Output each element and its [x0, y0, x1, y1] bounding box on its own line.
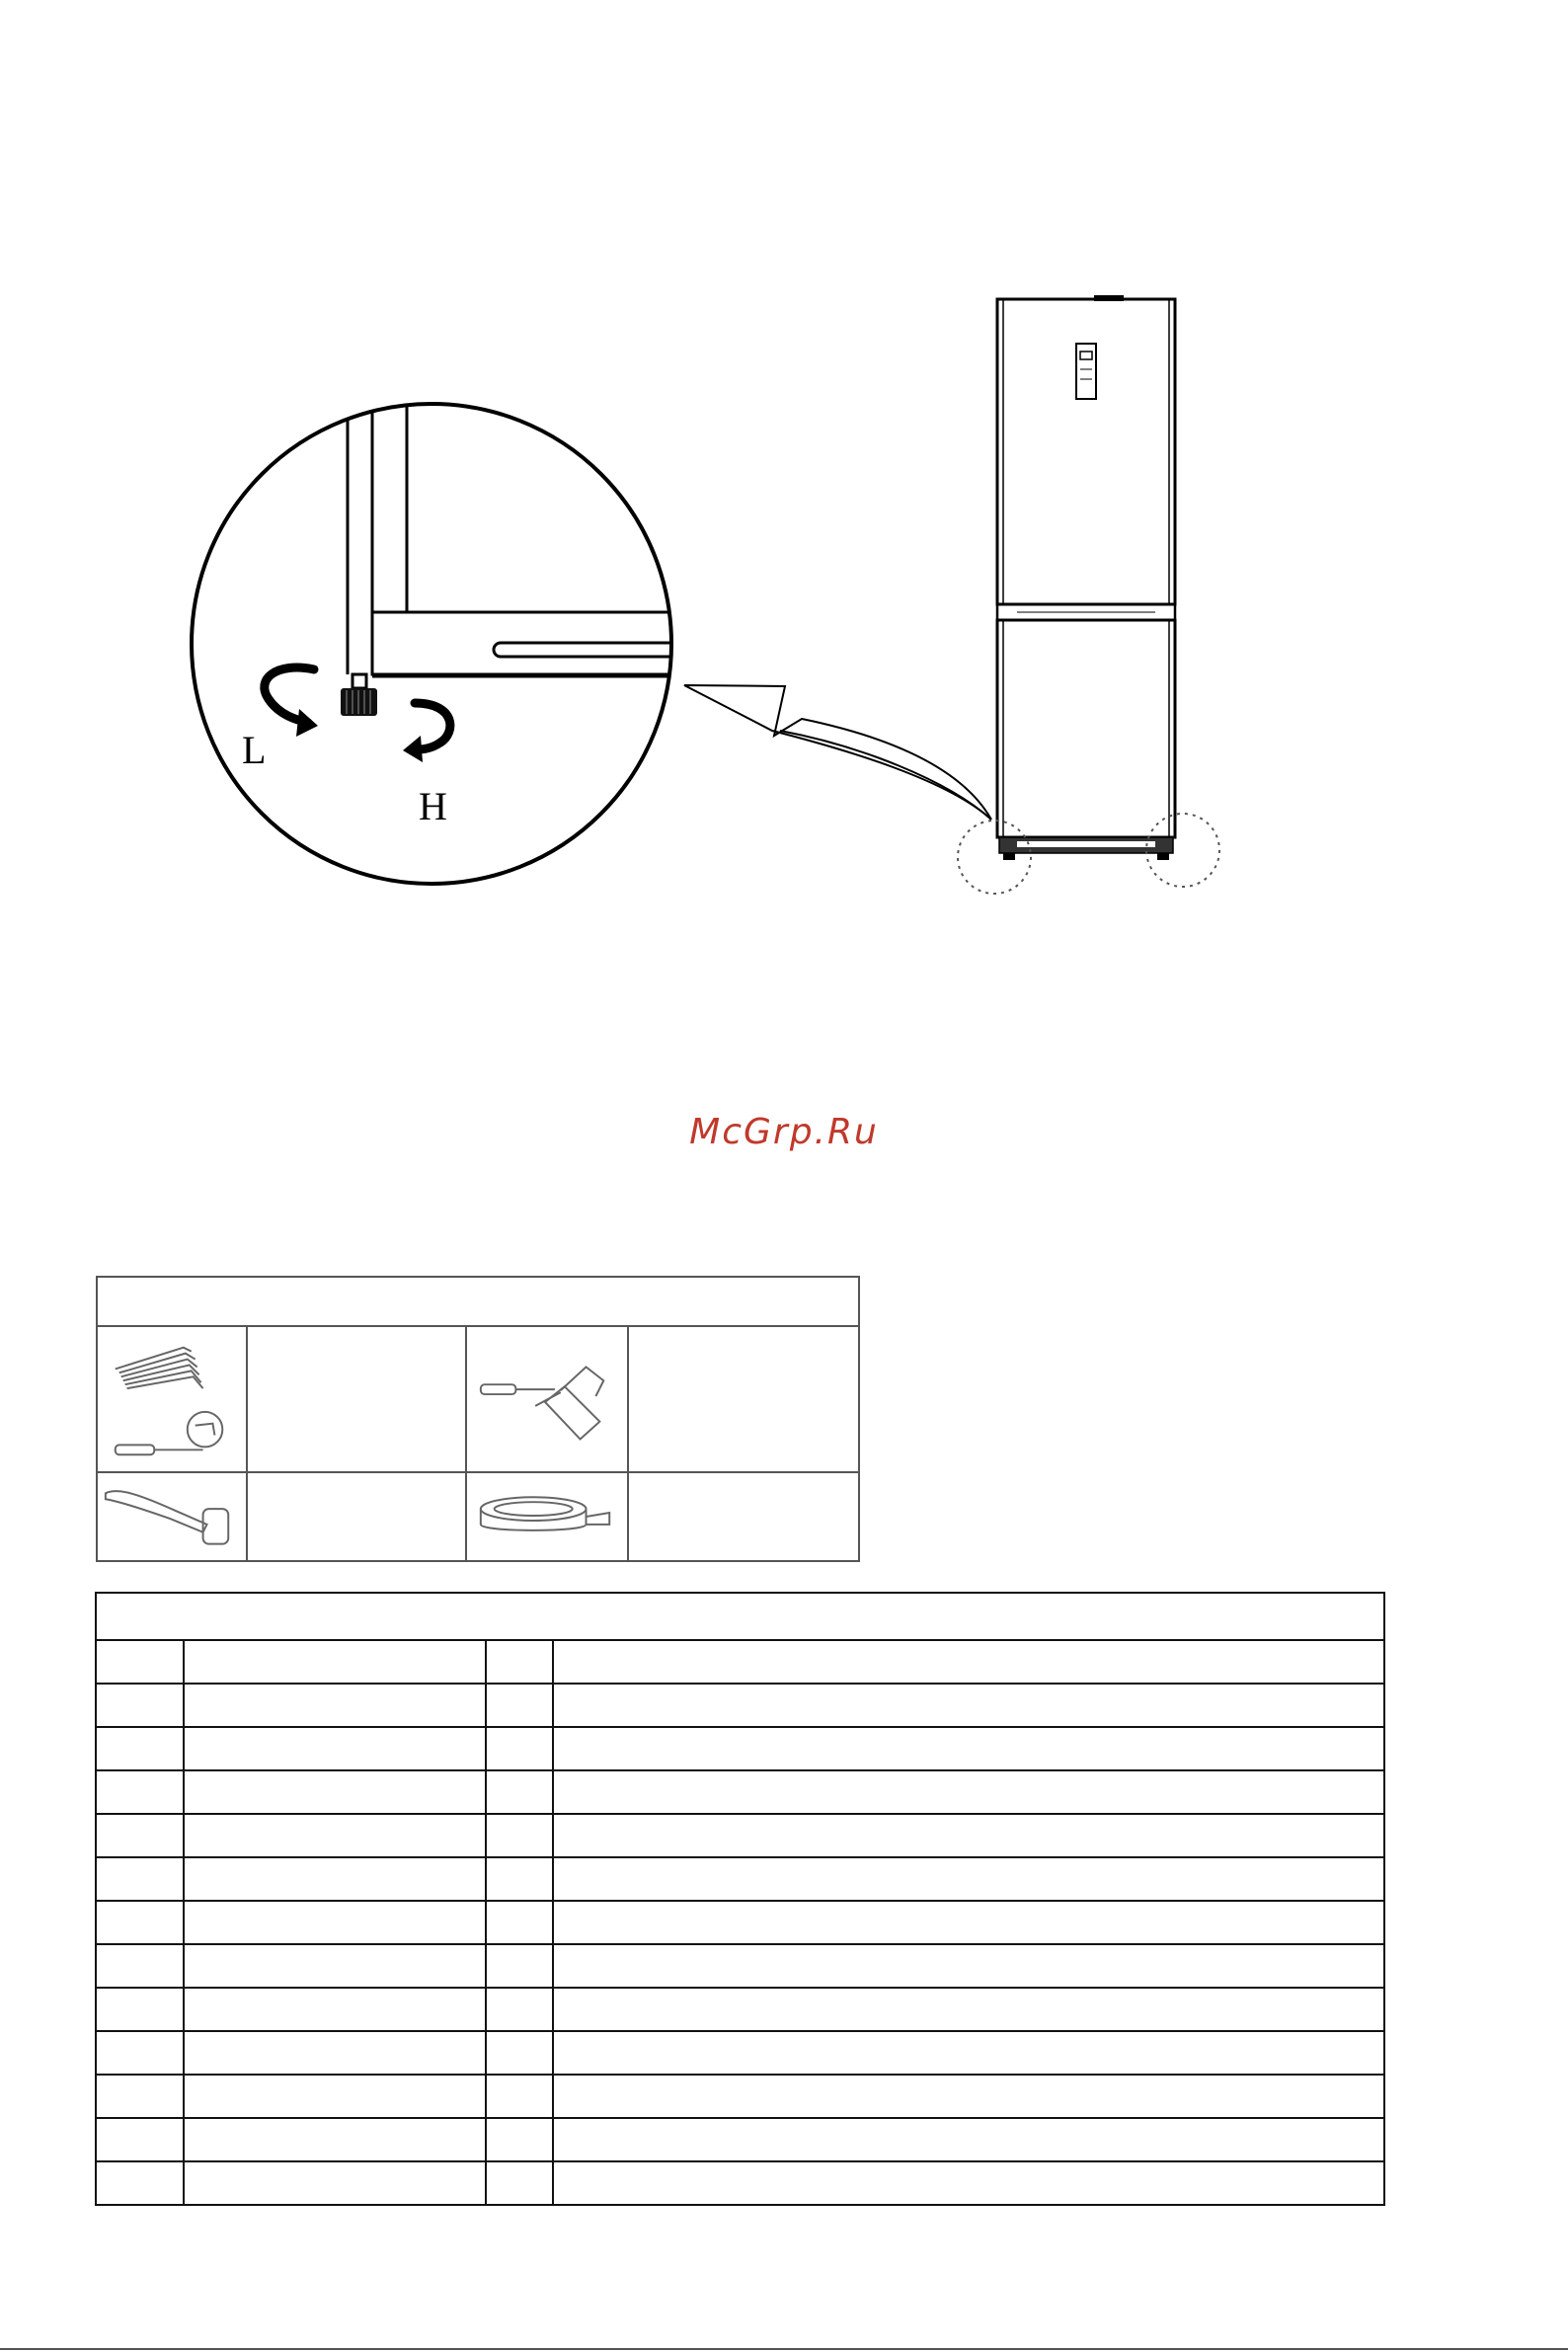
table-row: [96, 1857, 1384, 1901]
refrigerator-drawing: [997, 295, 1175, 860]
table-cell: [486, 1944, 553, 1988]
table-cell: [96, 1770, 184, 1814]
table-cell: [553, 1770, 1384, 1814]
table-row: [96, 2031, 1384, 2075]
table-cell: [553, 1857, 1384, 1901]
table-cell: [96, 1988, 184, 2031]
table-cell: [553, 1944, 1384, 1988]
table-cell: [486, 2075, 553, 2118]
table-cell: [96, 1727, 184, 1770]
table-cell: [96, 1857, 184, 1901]
table-cell: [96, 1901, 184, 1944]
table-cell: [184, 1857, 486, 1901]
parts-column-header: [486, 1640, 553, 1684]
parts-column-header: [96, 1640, 184, 1684]
tool-cell-tape: [466, 1472, 628, 1561]
table-cell: [96, 2118, 184, 2161]
table-cell: [553, 1814, 1384, 1857]
table-cell: [486, 2161, 553, 2205]
tool-cell-hammer: [97, 1472, 247, 1561]
table-cell: [553, 1988, 1384, 2031]
table-cell: [486, 1727, 553, 1770]
table-row: [96, 1770, 1384, 1814]
table-cell: [184, 1901, 486, 1944]
table-cell: [486, 1857, 553, 1901]
foot-adjustment-diagram: [0, 0, 1568, 938]
table-cell: [96, 1814, 184, 1857]
parts-column-header: [184, 1640, 486, 1684]
tool-name-cell: [628, 1472, 859, 1561]
parts-table: [95, 1592, 1385, 2206]
table-cell: [184, 1988, 486, 2031]
tool-name-cell: [628, 1326, 859, 1472]
table-cell: [96, 1684, 184, 1727]
table-cell: [184, 2118, 486, 2161]
table-cell: [553, 1901, 1384, 1944]
table-cell: [184, 1684, 486, 1727]
tool-name-cell: [247, 1326, 466, 1472]
table-cell: [184, 1727, 486, 1770]
table-cell: [184, 2075, 486, 2118]
hex-keys-and-screwdriver-icon: [98, 1327, 246, 1471]
table-cell: [553, 2031, 1384, 2075]
table-cell: [486, 1901, 553, 1944]
tool-name-cell: [247, 1472, 466, 1561]
tool-cell-hex-keys: [97, 1326, 247, 1472]
left-foot-marker: [958, 821, 1031, 894]
table-cell: [553, 2118, 1384, 2161]
table-cell: [96, 2031, 184, 2075]
table-cell: [184, 2031, 486, 2075]
table-cell: [486, 1770, 553, 1814]
table-row: [96, 1684, 1384, 1727]
table-cell: [486, 1684, 553, 1727]
table-cell: [486, 2118, 553, 2161]
table-row: [96, 2161, 1384, 2205]
tape-roll-icon: [467, 1473, 627, 1560]
table-row: [96, 1901, 1384, 1944]
adjustable-foot-icon: [341, 688, 377, 716]
table-row: [96, 1727, 1384, 1770]
hammer-icon: [98, 1473, 246, 1560]
table-cell: [553, 2075, 1384, 2118]
table-cell: [184, 2161, 486, 2205]
screwdriver-and-putty-knife-icon: [467, 1327, 627, 1471]
table-cell: [184, 1944, 486, 1988]
table-cell: [96, 2161, 184, 2205]
watermark: McGrp.Ru: [689, 1112, 879, 1152]
tools-table-header: [97, 1277, 859, 1326]
control-display-icon: [1076, 344, 1096, 399]
table-row: [96, 2075, 1384, 2118]
table-cell: [486, 2031, 553, 2075]
table-cell: [96, 2075, 184, 2118]
table-row: [96, 1944, 1384, 1988]
table-cell: [486, 1814, 553, 1857]
label-h: H: [419, 784, 447, 828]
tool-cell-putty-knife: [466, 1326, 628, 1472]
table-cell: [553, 1684, 1384, 1727]
label-l: L: [242, 728, 267, 772]
magnified-foot-detail: [192, 404, 688, 884]
callout-arrow-icon: [684, 685, 991, 820]
page-bottom-rule: [0, 2348, 1568, 2350]
table-cell: [96, 1944, 184, 1988]
table-cell: [184, 1814, 486, 1857]
parts-table-header: [96, 1593, 1384, 1640]
table-cell: [553, 1727, 1384, 1770]
tools-table: [96, 1276, 860, 1562]
table-cell: [486, 1988, 553, 2031]
table-row: [96, 1988, 1384, 2031]
table-row: [96, 2118, 1384, 2161]
table-row: [96, 1814, 1384, 1857]
parts-column-header: [553, 1640, 1384, 1684]
table-cell: [553, 2161, 1384, 2205]
table-cell: [184, 1770, 486, 1814]
